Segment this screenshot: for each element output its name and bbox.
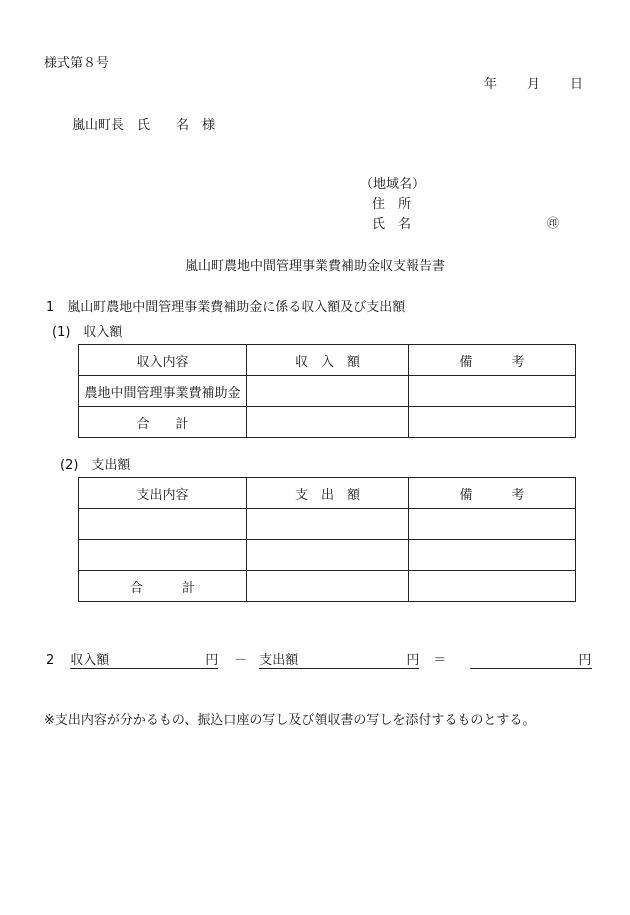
date-line — [484, 73, 583, 92]
date-day: 日 — [570, 77, 584, 92]
sender-block — [360, 175, 425, 235]
income-total-amount — [247, 407, 409, 438]
balance-amount-blank — [470, 649, 592, 669]
table-row — [79, 509, 576, 540]
table-header-row — [79, 345, 576, 376]
income-cell-amount — [247, 376, 409, 407]
equals-sign: ＝ — [433, 653, 447, 668]
income-header-content: 収入内容 — [79, 345, 247, 376]
expense-cell-content — [79, 540, 247, 571]
income-subheading: (1) 収入額 — [52, 325, 123, 340]
income-header-remarks: 備 考 — [409, 345, 576, 376]
expense-cell-remarks — [409, 509, 576, 540]
expense-header-content: 支出内容 — [79, 478, 247, 509]
section2-number: 2 — [46, 653, 55, 668]
addressee: 嵐山町長 氏 名 様 — [72, 118, 216, 133]
attachment-note: ※支出内容が分かるもの、振込口座の写し及び領収書の写しを添付するものとする。 — [44, 713, 536, 728]
expense-amount-label: 支出額 — [259, 653, 299, 668]
table-total-row — [79, 571, 576, 602]
income-cell-remarks — [409, 376, 576, 407]
expense-cell-amount — [247, 540, 409, 571]
expense-total-amount — [247, 571, 409, 602]
yen-mark-3: 円 — [578, 653, 592, 668]
expense-header-amount: 支 出 額 — [247, 478, 409, 509]
income-cell-content: 農地中間管理事業費補助金 — [79, 376, 247, 407]
yen-mark-1: 円 — [205, 653, 219, 668]
form-number: 様式第８号 — [44, 56, 110, 71]
expense-header-remarks: 備 考 — [409, 478, 576, 509]
minus-sign: － — [234, 653, 248, 668]
section1-heading: 1 嵐山町農地中間管理事業費補助金に係る収入額及び支出額 — [46, 300, 406, 315]
expense-subheading: (2) 支出額 — [60, 458, 131, 473]
income-amount-label: 収入額 — [70, 653, 110, 668]
yen-mark-2: 円 — [406, 653, 420, 668]
seal-mark: ㊞ — [547, 216, 560, 230]
expense-total-label: 合 計 — [79, 571, 247, 602]
section2-balance-line — [46, 649, 592, 669]
income-amount-blank — [70, 649, 218, 669]
expense-table — [78, 477, 576, 602]
sender-name: 氏 名 — [372, 217, 412, 232]
table-row — [79, 376, 576, 407]
income-header-amount: 収 入 額 — [247, 345, 409, 376]
expense-cell-amount — [247, 509, 409, 540]
document-title: 嵐山町農地中間管理事業費補助金収支報告書 — [184, 259, 445, 274]
sender-address: 住 所 — [372, 197, 412, 212]
table-row — [79, 540, 576, 571]
expense-amount-blank — [259, 649, 419, 669]
income-total-remarks — [409, 407, 576, 438]
table-total-row — [79, 407, 576, 438]
expense-cell-remarks — [409, 540, 576, 571]
date-year: 年 — [484, 77, 498, 92]
income-table — [78, 344, 576, 438]
sender-area: （地域名） — [360, 177, 426, 192]
expense-total-remarks — [409, 571, 576, 602]
income-total-label: 合 計 — [79, 407, 247, 438]
expense-cell-content — [79, 509, 247, 540]
table-header-row — [79, 478, 576, 509]
date-month: 月 — [527, 77, 541, 92]
